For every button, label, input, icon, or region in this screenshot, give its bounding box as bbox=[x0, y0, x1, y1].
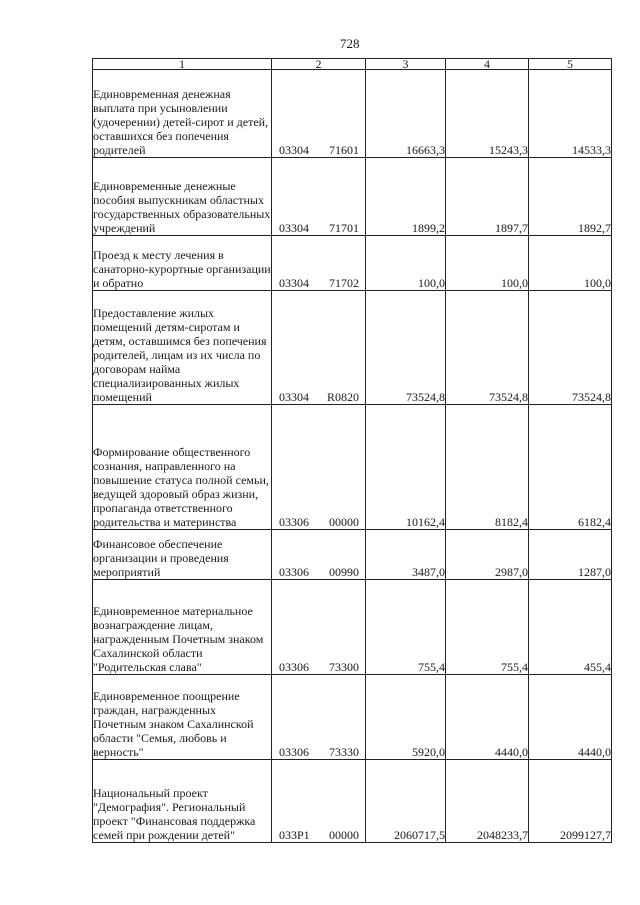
table-row bbox=[93, 405, 612, 530]
code-section: 03304 bbox=[279, 143, 309, 157]
table-row bbox=[93, 158, 612, 236]
value-col-4: 2987,0 bbox=[446, 530, 529, 580]
row-name-cell bbox=[93, 580, 272, 675]
value-col-3: 73524,8 bbox=[366, 291, 446, 405]
code-section: 033P1 bbox=[279, 828, 310, 842]
table-row bbox=[93, 236, 612, 291]
value-col-4: 73524,8 bbox=[446, 291, 529, 405]
row-name: Предоставление жилых помещений детям-сиротам и детям, оставшимся без попечения родителей, лицам из их числа по договорам найма специализированных жилых помещений bbox=[93, 306, 267, 404]
row-code-cell bbox=[272, 760, 366, 843]
code-section: 03304 bbox=[279, 390, 309, 404]
row-code-cell bbox=[272, 70, 366, 158]
value-col-3: 10162,4 bbox=[366, 405, 446, 530]
value-col-3: 2060717,5 bbox=[366, 760, 446, 843]
row-name-cell bbox=[93, 70, 272, 158]
code-item: 73300 bbox=[329, 660, 359, 674]
row-name: Единовременная денежная выплата при усыновлении (удочерении) детей-сирот и детей, оставшихся без попечения родителей bbox=[93, 87, 269, 157]
row-name: Национальный проект "Демография". Региональный проект "Финансовая поддержка семей при рождении детей" bbox=[93, 786, 256, 842]
value-col-4: 4440,0 bbox=[446, 675, 529, 760]
column-header-3: 3 bbox=[366, 59, 446, 70]
table-header-row bbox=[93, 59, 612, 70]
row-name-cell bbox=[93, 291, 272, 405]
value-col-5: 14533,3 bbox=[529, 70, 612, 158]
value-col-5: 73524,8 bbox=[529, 291, 612, 405]
value-col-5: 1892,7 bbox=[529, 158, 612, 236]
code-section: 03306 bbox=[279, 745, 309, 759]
row-name: Финансовое обеспечение организации и проведения мероприятий bbox=[93, 537, 229, 579]
row-name: Формирование общественного сознания, направленного на повышение статуса полной семьи, ведущей здоровый образ жизни, пропаганда ответственного родительства и материнства bbox=[93, 445, 269, 529]
row-name-cell bbox=[93, 760, 272, 843]
column-header-5: 5 bbox=[529, 59, 612, 70]
value-col-5: 2099127,7 bbox=[529, 760, 612, 843]
value-col-3: 5920,0 bbox=[366, 675, 446, 760]
value-col-5: 455,4 bbox=[529, 580, 612, 675]
value-col-4: 1897,7 bbox=[446, 158, 529, 236]
table-row bbox=[93, 291, 612, 405]
column-header-2: 2 bbox=[272, 59, 366, 70]
value-col-3: 100,0 bbox=[366, 236, 446, 291]
value-col-3: 16663,3 bbox=[366, 70, 446, 158]
value-col-3: 1899,2 bbox=[366, 158, 446, 236]
code-item: R0820 bbox=[326, 390, 359, 404]
code-item: 00990 bbox=[329, 565, 359, 579]
code-item: 73330 bbox=[329, 745, 359, 759]
table-row bbox=[93, 580, 612, 675]
row-name: Единовременные денежные пособия выпускникам областных государственных образовательных учреждений bbox=[93, 179, 271, 235]
code-section: 03304 bbox=[279, 221, 309, 235]
row-code-cell bbox=[272, 675, 366, 760]
code-item: 00000 bbox=[329, 515, 359, 529]
page-number: 728 bbox=[340, 36, 360, 51]
row-name-cell bbox=[93, 158, 272, 236]
row-code-cell bbox=[272, 291, 366, 405]
code-section: 03306 bbox=[279, 660, 309, 674]
row-name-cell bbox=[93, 530, 272, 580]
value-col-4: 2048233,7 bbox=[446, 760, 529, 843]
row-name-cell bbox=[93, 405, 272, 530]
code-item: 71701 bbox=[329, 221, 359, 235]
code-section: 03306 bbox=[279, 565, 309, 579]
row-code-cell bbox=[272, 236, 366, 291]
row-name: Единовременное поощрение граждан, награжденных Почетным знаком Сахалинской области "Семья, любовь и верность" bbox=[93, 689, 254, 759]
row-name: Проезд к месту лечения в санаторно-курортные организации и обратно bbox=[93, 248, 271, 290]
value-col-5: 4440,0 bbox=[529, 675, 612, 760]
code-item: 00000 bbox=[329, 828, 359, 842]
value-col-5: 6182,4 bbox=[529, 405, 612, 530]
code-section: 03306 bbox=[279, 515, 309, 529]
budget-table bbox=[92, 58, 612, 843]
value-col-3: 755,4 bbox=[366, 580, 446, 675]
row-code-cell bbox=[272, 580, 366, 675]
value-col-4: 100,0 bbox=[446, 236, 529, 291]
row-name-cell bbox=[93, 236, 272, 291]
table-row bbox=[93, 530, 612, 580]
row-code-cell bbox=[272, 158, 366, 236]
value-col-4: 15243,3 bbox=[446, 70, 529, 158]
value-col-4: 8182,4 bbox=[446, 405, 529, 530]
code-item: 71702 bbox=[329, 276, 359, 290]
table-row bbox=[93, 70, 612, 158]
value-col-4: 755,4 bbox=[446, 580, 529, 675]
row-code-cell bbox=[272, 405, 366, 530]
row-name: Единовременное материальное вознаграждение лицам, награжденным Почетным знаком Сахалинской области "Родительская слава" bbox=[93, 604, 264, 674]
value-col-5: 100,0 bbox=[529, 236, 612, 291]
table-row bbox=[93, 675, 612, 760]
row-name-cell bbox=[93, 675, 272, 760]
value-col-5: 1287,0 bbox=[529, 530, 612, 580]
value-col-3: 3487,0 bbox=[366, 530, 446, 580]
code-item: 71601 bbox=[329, 143, 359, 157]
row-code-cell bbox=[272, 530, 366, 580]
table-row bbox=[93, 760, 612, 843]
column-header-1: 1 bbox=[93, 59, 272, 70]
code-section: 03304 bbox=[279, 276, 309, 290]
column-header-4: 4 bbox=[446, 59, 529, 70]
